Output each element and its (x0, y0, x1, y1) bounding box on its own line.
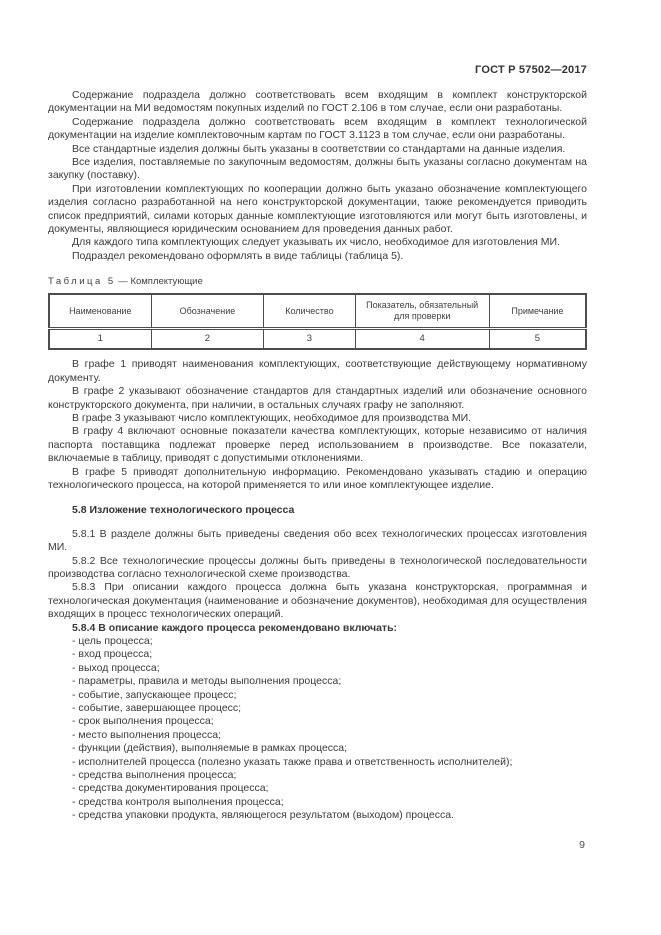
section-heading-5-8: 5.8 Изложение технологического процесса (72, 504, 295, 517)
doc-code-header: ГОСТ Р 57502—2017 (475, 64, 587, 76)
list-item: - событие, запускающее процесс; (72, 688, 237, 701)
page-number: 9 (579, 839, 585, 851)
paragraph: Содержание подраздела должно соответствовать всем входящим в комплект технологической документации на изделие комплектовочным картам по ГОСТ 3.1123 в том случае, если они разработаны. (48, 115, 587, 142)
paragraph-5-8-3: 5.8.3 При описании каждого процесса должна быть указана конструкторская, программная и технологическая документация (наименование и обозначение документов), необходимая для осуществления входящих в процесс технологических операций. (48, 581, 587, 621)
table-header-cell: Количество (264, 294, 355, 329)
list-item: - средства контроля выполнения процесса; (72, 795, 284, 808)
table-caption-label: Таблица 5 (48, 276, 116, 288)
paragraph: Все изделия, поставляемые по закупочным ведомостям, должны быть указаны согласно документам на закупку (поставку). (48, 156, 587, 182)
list-item: - функции (действия), выполняемые в рамках процесса; (72, 742, 348, 755)
table-number-row (49, 329, 586, 350)
paragraph-5-8-2: 5.8.2 Все технологические процессы должны быть приведены в технологической последовательности производства согласно технологической схеме производства. (48, 554, 587, 580)
table-caption-title: — Комплектующие (115, 276, 203, 288)
paragraph: Содержание подраздела должно соответствовать всем входящим в комплект конструкторской документации на МИ ведомостям покупных изделий по ГОСТ 2.106 в том случае, если они разработаны. (48, 89, 587, 115)
table-header-row (49, 294, 586, 329)
table-note: В графу 4 включают основные показатели качества комплектующих, которые независимо от наличия паспорта поставщика подлежат проверке перед использованием в производстве. Все показатели, включаемые в таблицу, приводят с допустимыми отклонениями. (48, 425, 587, 465)
table-number-cell: 5 (489, 329, 586, 350)
table-header-cell: Наименование (49, 294, 151, 329)
table-number-cell: 1 (49, 329, 151, 350)
paragraph-5-8-1: 5.8.1 В разделе должны быть приведены сведения обо всех технологических процессах изготовления МИ. (48, 527, 587, 554)
paragraph: При изготовлении комплектующих по кооперации должно быть указано обозначение комплектующего изделия согласно разработанной на него конструкторской документации, также рекомендуется приводить список предприятий, силами которых данные комплектующие изготовляются или могут быть изготовлены, и документы, являющиеся юридическим основанием для проведения данных работ. (48, 182, 587, 236)
table-number-cell: 3 (264, 329, 355, 350)
list-item: - выход процесса; (72, 661, 160, 674)
list-item: - средства документирования процесса; (72, 782, 269, 795)
table-note: В графе 3 указывают число комплектующих, необходимое для производства МИ. (72, 411, 472, 424)
table-header-cell: Обозначение (151, 294, 264, 329)
table-caption (48, 276, 587, 288)
list-item: - место выполнения процесса; (72, 728, 221, 741)
table-number-cell: 2 (151, 329, 264, 350)
list-item: - срок выполнения процесса; (72, 715, 214, 728)
list-item: - событие, завершающее процесс; (72, 702, 242, 715)
table-header-cell: Примечание (489, 294, 586, 329)
table-note: В графе 1 приводят наименования комплектующих, соответствующие действующему нормативному документу. (48, 358, 587, 384)
table-number-cell: 4 (355, 329, 489, 350)
table-header-cell: Показатель, обязательный для проверки (355, 294, 489, 329)
paragraph: Подраздел рекомендовано оформлять в виде таблицы (таблица 5). (72, 249, 404, 262)
list-item: - средства выполнения процесса; (72, 769, 237, 782)
paragraph: Для каждого типа комплектующих следует указывать их число, необходимое для изготовления МИ. (72, 236, 560, 249)
list-item: - средства упаковки продукта, являющегося результатом (выходом) процесса. (72, 809, 454, 822)
list-item: - исполнителей процесса (полезно указать также права и ответственность исполнителей); (72, 755, 513, 768)
list-item: - вход процесса; (72, 648, 153, 661)
list-item: - цель процесса; (72, 635, 153, 647)
paragraph-5-8-4-intro: 5.8.4 В описание каждого процесса рекомендовано включать: (72, 621, 398, 634)
list-item: - параметры, правила и методы выполнения процесса; (72, 675, 342, 688)
paragraph: Все стандартные изделия должны быть указаны в соответствии со стандартами на данные изделия. (72, 142, 566, 155)
table-note: В графе 5 приводят дополнительную информацию. Рекомендовано указывать стадию и операцию технологического процесса, на которой применяется то или иное комплектующее изделие. (48, 465, 587, 491)
table-note: В графе 2 указывают обозначение стандартов для стандартных изделий или обозначение основного конструкторского документа, при наличии, в остальных случаях графу не заполняют. (48, 385, 587, 411)
components-table (48, 293, 587, 350)
